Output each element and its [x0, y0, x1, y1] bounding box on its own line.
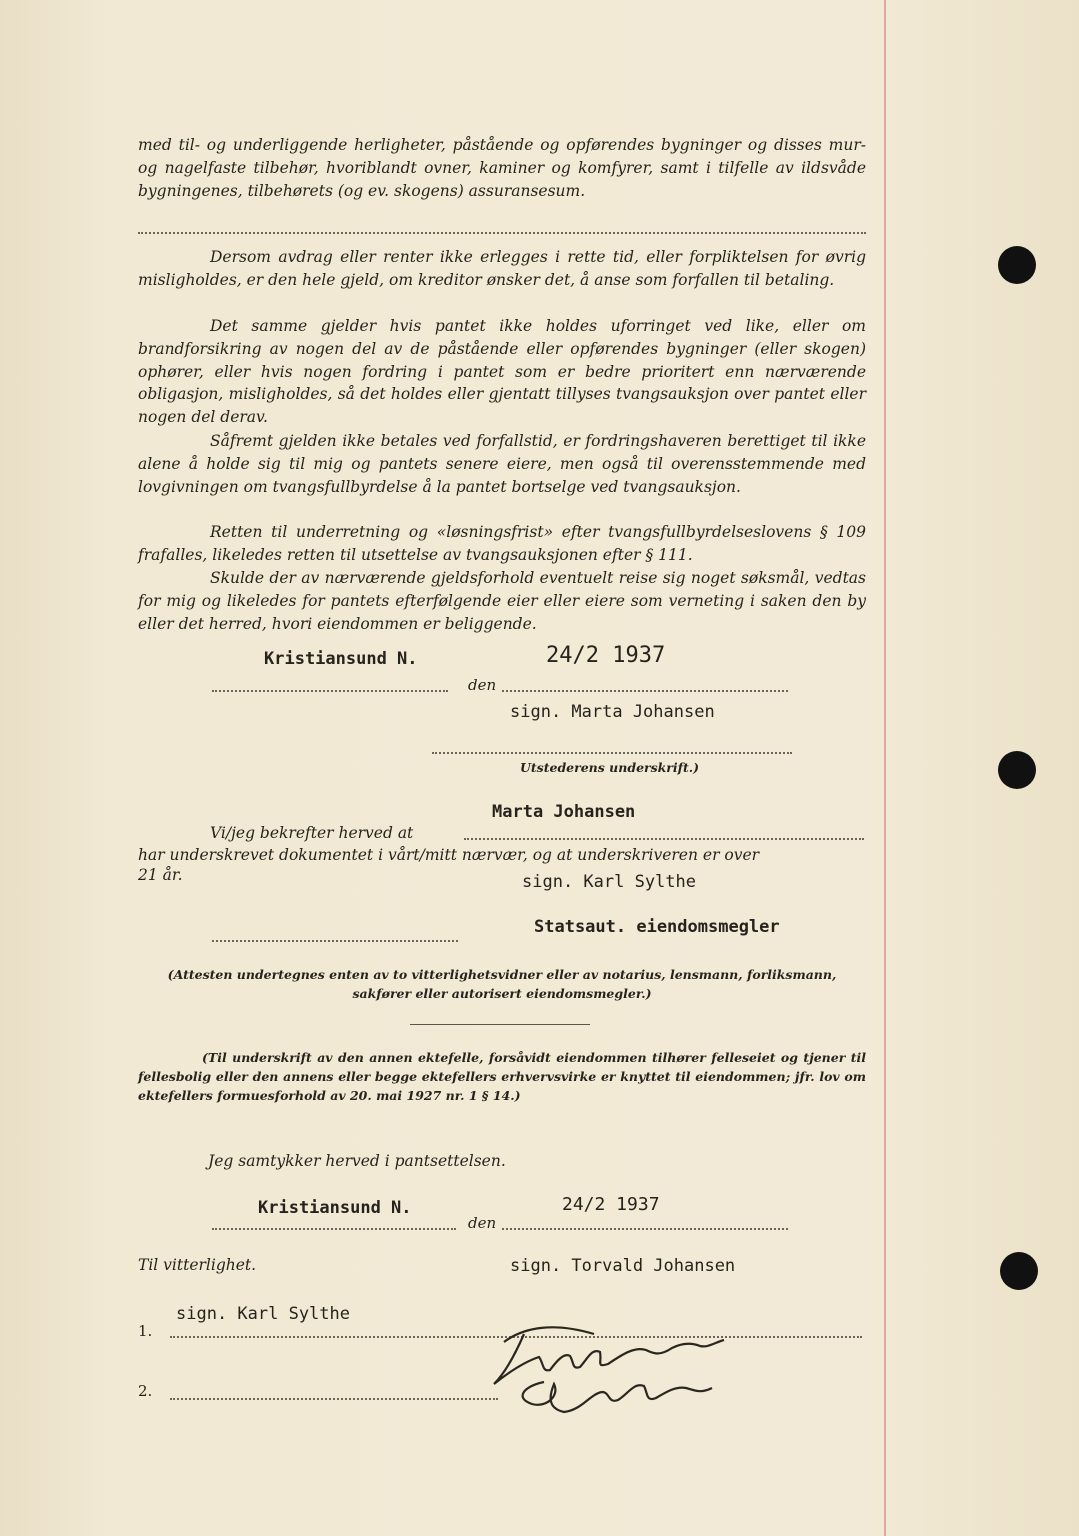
dotted-line [432, 752, 792, 754]
paragraph-belongings: med til- og underliggende herligheter, påstående og opførendes bygninger og disses mur- og nagelfaste tilbehør, hvoriblandt ovner, kaminer og komfyrer, samt i tilfelle av ildsvåde bygningenes, tilbehørets (og ev. skogens) assuransesum. [138, 136, 866, 200]
dotted-line [212, 1228, 456, 1230]
paragraph-venue: Skulde der av nærværende gjeldsforhold eventuelt reise sig noget søksmål, vedtas for mig og likeledes for pantets efterfølgende eier eller eiere som verneting i saken den by eller det herred, hvori eiendommen er beliggende. [138, 569, 866, 633]
den-label: den [468, 1214, 497, 1232]
den-label: den [468, 676, 497, 694]
paragraph-forced-sale: Såfremt gjelden ikke betales ved forfallstid, er fordringshaveren berettiget til ikke alene å holde sig til mig og pantets senere eiere, men også til overensstemmende med lovgivningen om tvangsfullbyrdelse å la pantet bortselge ved tvangsauksjon. [138, 432, 866, 496]
consent-place-field: Kristiansund N. [258, 1198, 412, 1218]
dotted-line [212, 940, 458, 942]
paragraph-notice: Retten til underretning og «løsningsfrist» efter tvangsfullbyrdelseslovens § 109 frafalles, likeledes retten til utsettelse av tvangsauksjonen efter § 111. [138, 523, 866, 564]
attest-note: (Attesten undertegnes enten av to vitterlighetsvidner eller av notarius, lensmann, forliksmann, sakfører eller autorisert eiendomsmegler.) [167, 967, 837, 1001]
punch-hole [998, 246, 1036, 284]
paragraph-insurance: Det samme gjelder hvis pantet ikke holdes uforringet ved like, eller om brandforsikring av nogen del av de påstående eller opførendes bygninger (eller skogen) ophører, eller hvis nogen fordring i pantet som er bedre prioritert enn nærværende obligasjon, misligholdes, så det holdes eller gjentatt tillyses tvangsauksjon over pantet eller nogen del derav. [138, 317, 866, 427]
separator-line [410, 1024, 590, 1025]
dotted-line [212, 690, 448, 692]
attest-line3: 21 år. [138, 866, 183, 884]
dotted-line [502, 1228, 788, 1230]
dotted-line [170, 1398, 498, 1400]
punch-hole [1000, 1252, 1038, 1290]
witness-label: Til vitterlighet. [138, 1256, 257, 1274]
paragraph-default: Dersom avdrag eller renter ikke erlegges i rette tid, eller forpliktelsen for øvrig misligholdes, er den hele gjeld, om kreditor ønsker det, å anse som forfallen til betaling. [138, 248, 866, 289]
attest-line1: Vi/jeg bekrefter herved at [210, 824, 414, 842]
consent-text: Jeg samtykker herved i pantsettelsen. [208, 1152, 506, 1170]
issuer-signature-caption: Utstederens underskrift.) [520, 760, 700, 775]
place-field: Kristiansund N. [264, 649, 418, 669]
dotted-line [138, 232, 866, 234]
dotted-line [464, 838, 864, 840]
margin-line [884, 0, 886, 1536]
witness1-signature: sign. Karl Sylthe [176, 1304, 350, 1324]
punch-hole [998, 751, 1036, 789]
witness-signature: sign. Karl Sylthe [522, 872, 696, 892]
handwritten-signature [484, 1312, 744, 1418]
attest-name: Marta Johansen [492, 802, 636, 822]
issuer-signature: sign. Marta Johansen [510, 702, 715, 722]
consent-date-field: 24/2 1937 [562, 1194, 660, 1215]
date-field: 24/2 1937 [546, 643, 666, 668]
witness2-number: 2. [138, 1382, 153, 1400]
witness1-number: 1. [138, 1322, 153, 1340]
spouse-note: (Til underskrift av den annen ektefelle, forsåvidt eiendommen tilhører felleseiet og tjener til fellesbolig eller den annens eller begge ektefellers erhvervsvirke er knyttet til eiendommen; jfr. lov om ektefellers formuesforhold av 20. mai 1927 nr. 1 § 14.) [138, 1050, 866, 1103]
dotted-line [502, 690, 788, 692]
attest-line2: har underskrevet dokumentet i vårt/mitt nærvær, og at underskriveren er over [138, 846, 760, 864]
spouse-signature: sign. Torvald Johansen [510, 1256, 736, 1276]
broker-title: Statsaut. eiendomsmegler [534, 917, 780, 937]
